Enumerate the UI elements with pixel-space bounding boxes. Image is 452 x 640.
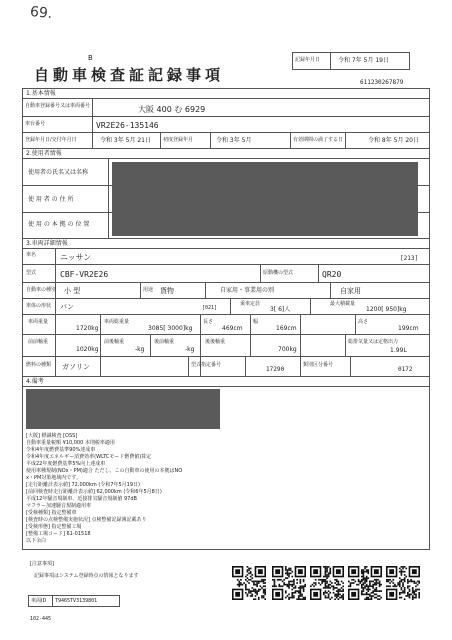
note-line: 令和4年度燃費基準90%達成車 [26, 447, 96, 453]
note-line: 平成12年騒音規制車、近接排気騒音規制値 97dB [26, 496, 137, 502]
note-line: 自動車重量税額 ¥10,000 本則税率適用 [26, 440, 115, 446]
front-rear-axle-value: -kg [135, 346, 145, 353]
capacity-value: 3[ 6]人 [270, 306, 291, 313]
note-line: マフラー加速騒音規制適用車 [26, 503, 92, 509]
expiry-value: 令和 8年 5月 20日 [368, 137, 419, 144]
fuel-label: 燃料の種類 [26, 362, 52, 368]
rear-front-axle-label: 後前軸重 [154, 339, 175, 345]
length-label: 長さ [203, 319, 214, 325]
first-reg-label: 登録年月日/交付年月日 [25, 137, 77, 143]
capacity-label: 乗車定員 [240, 301, 261, 307]
notes-list [26, 432, 326, 544]
expiry-label: 有効期間の満了する日 [293, 137, 344, 143]
notes-text: 記録事項はシステム登録時点の情報となります [34, 573, 139, 579]
header-mark: B [88, 54, 93, 62]
category-label: 類別区分番号 [303, 362, 334, 368]
front-rear-axle-label: 前後軸重 [104, 339, 125, 345]
note-line: [前回検査時走行距離計表示値] 62,000km (令和6年5月8日) [26, 489, 162, 495]
rear-rear-axle-value: 700kg [278, 346, 297, 353]
width-label: 幅 [253, 319, 259, 325]
qr-code-3 [310, 566, 344, 600]
record-date-label: 記録年月日 [295, 57, 321, 63]
document-code: 102-445 [30, 616, 52, 622]
user-address-label: 使 用 者 の 住 所 [28, 196, 74, 203]
record-date-value: 令和 7年 5月 19日 [338, 57, 389, 64]
first-year-label: 初度登録年月 [163, 137, 194, 143]
plate-value: 大阪 400 む 6929 [138, 105, 206, 114]
note-line: [整備工場コード] 61-01518 [26, 531, 91, 537]
vehicle-weight-value: 1720kg [76, 325, 99, 332]
max-load-label: 最大積載量 [330, 301, 356, 307]
qr-code-5 [386, 566, 420, 600]
private-value: 自家用 [340, 287, 361, 295]
document-number: 611230267879 [360, 79, 404, 86]
plate-label: 自動車登録番号又は車両番号 [25, 103, 91, 109]
section3-heading: 3.車両詳細情報 [26, 240, 68, 247]
redacted-user-info [112, 162, 418, 236]
usage-label: 用途 [143, 287, 154, 293]
displacement-value: 1.99L [390, 347, 407, 354]
section1-heading: 1.基本情報 [26, 90, 56, 97]
height-label: 高さ [358, 319, 369, 325]
private-label: 自家用・事業用の別 [220, 287, 275, 294]
body-code: [021] [202, 305, 218, 311]
body-value: バン [60, 303, 74, 311]
front-front-axle-label: 前前軸重 [28, 339, 49, 345]
page-title: 自動車検査証記録事項 [34, 66, 225, 84]
chassis-label: 車台番号 [25, 121, 46, 127]
maker-label: 車名 [26, 252, 37, 258]
designation-value: 17290 [266, 366, 285, 373]
category-value: 0172 [398, 366, 413, 373]
section2-heading: 2.使用者情報 [26, 150, 62, 157]
engine-label: 原動機の型式 [263, 270, 294, 276]
gross-weight-value: 3085[ 3000]kg [148, 325, 193, 332]
vehicle-type-label: 自動車の種別 [26, 287, 57, 293]
height-value: 199cm [398, 325, 419, 332]
length-value: 469cm [222, 325, 243, 332]
qr-code-2 [272, 566, 306, 600]
body-label: 車体の形状 [26, 303, 52, 309]
maker-code: [213] [400, 255, 419, 262]
model-label: 型式 [26, 270, 37, 276]
qr-code-1 [232, 566, 266, 600]
usage-value: 貨物 [160, 287, 174, 295]
section4-heading: 4.備考 [26, 378, 44, 385]
first-year-value: 令和 3年 5月 [216, 137, 252, 144]
vehicle-id-value: T9465TV3139801 [55, 598, 98, 604]
vehicle-id-label: 車両ID [31, 598, 47, 604]
note-line: 以下余白 [26, 538, 47, 544]
first-reg-value: 令和 3年 5月 21日 [100, 137, 151, 144]
note-line: [受検種類] 指定整備車 [26, 510, 77, 516]
fuel-value: ガソリン [62, 363, 90, 371]
qr-code-4 [348, 566, 382, 600]
note-line: [大阪] 標識検査 [OSS] [26, 433, 78, 439]
vehicle-type-value: 小 型 [64, 287, 81, 295]
rear-rear-axle-label: 後後軸重 [205, 339, 226, 345]
engine-value: QR20 [322, 270, 342, 279]
base-location-label: 使 用 の 本 拠 の 位 置 [28, 221, 90, 228]
max-load-value: 1200[ 950]kg [366, 306, 407, 313]
note-line: 令和4年度エネルギー消費効率(WLTCモード燃費値)算定 [26, 454, 152, 460]
maker-value: ニッサン [60, 253, 92, 262]
chassis-value: VR2E26-135146 [96, 121, 159, 130]
gross-weight-label: 車両総重量 [104, 319, 130, 325]
width-value: 169cm [276, 325, 297, 332]
front-front-axle-value: 1020kg [76, 346, 99, 353]
vehicle-weight-label: 車両重量 [28, 319, 49, 325]
note-line: [検査時の点検整備実施状況] 点検整備記録簿記載あり [26, 517, 147, 523]
redacted-remarks [26, 389, 220, 429]
handwritten-number: 69. [29, 3, 54, 23]
note-line: x・PM対策地域内です。 [26, 475, 81, 481]
displacement-label: 総排気量又は定格出力 [348, 339, 399, 345]
designation-label: 型式指定番号 [191, 362, 222, 368]
note-line: [受検形態] 指定整備工場 [26, 524, 82, 530]
note-line: [走行距離計表示値] 72,000km (令和7年5月19日) [26, 482, 140, 488]
note-line: 平成22年度燃費基準5%向上達成車 [26, 461, 106, 467]
notes-heading: [注意事項] [30, 561, 54, 567]
model-value: CBF-VR2E26 [60, 270, 109, 279]
user-name-label: 使用者の氏名又は名称 [28, 169, 89, 176]
rear-front-axle-value: -kg [185, 346, 195, 353]
note-line: 使用車種規制(NOx・PM)適合 ただし、この自動車の使用の本拠はNO [26, 468, 183, 474]
